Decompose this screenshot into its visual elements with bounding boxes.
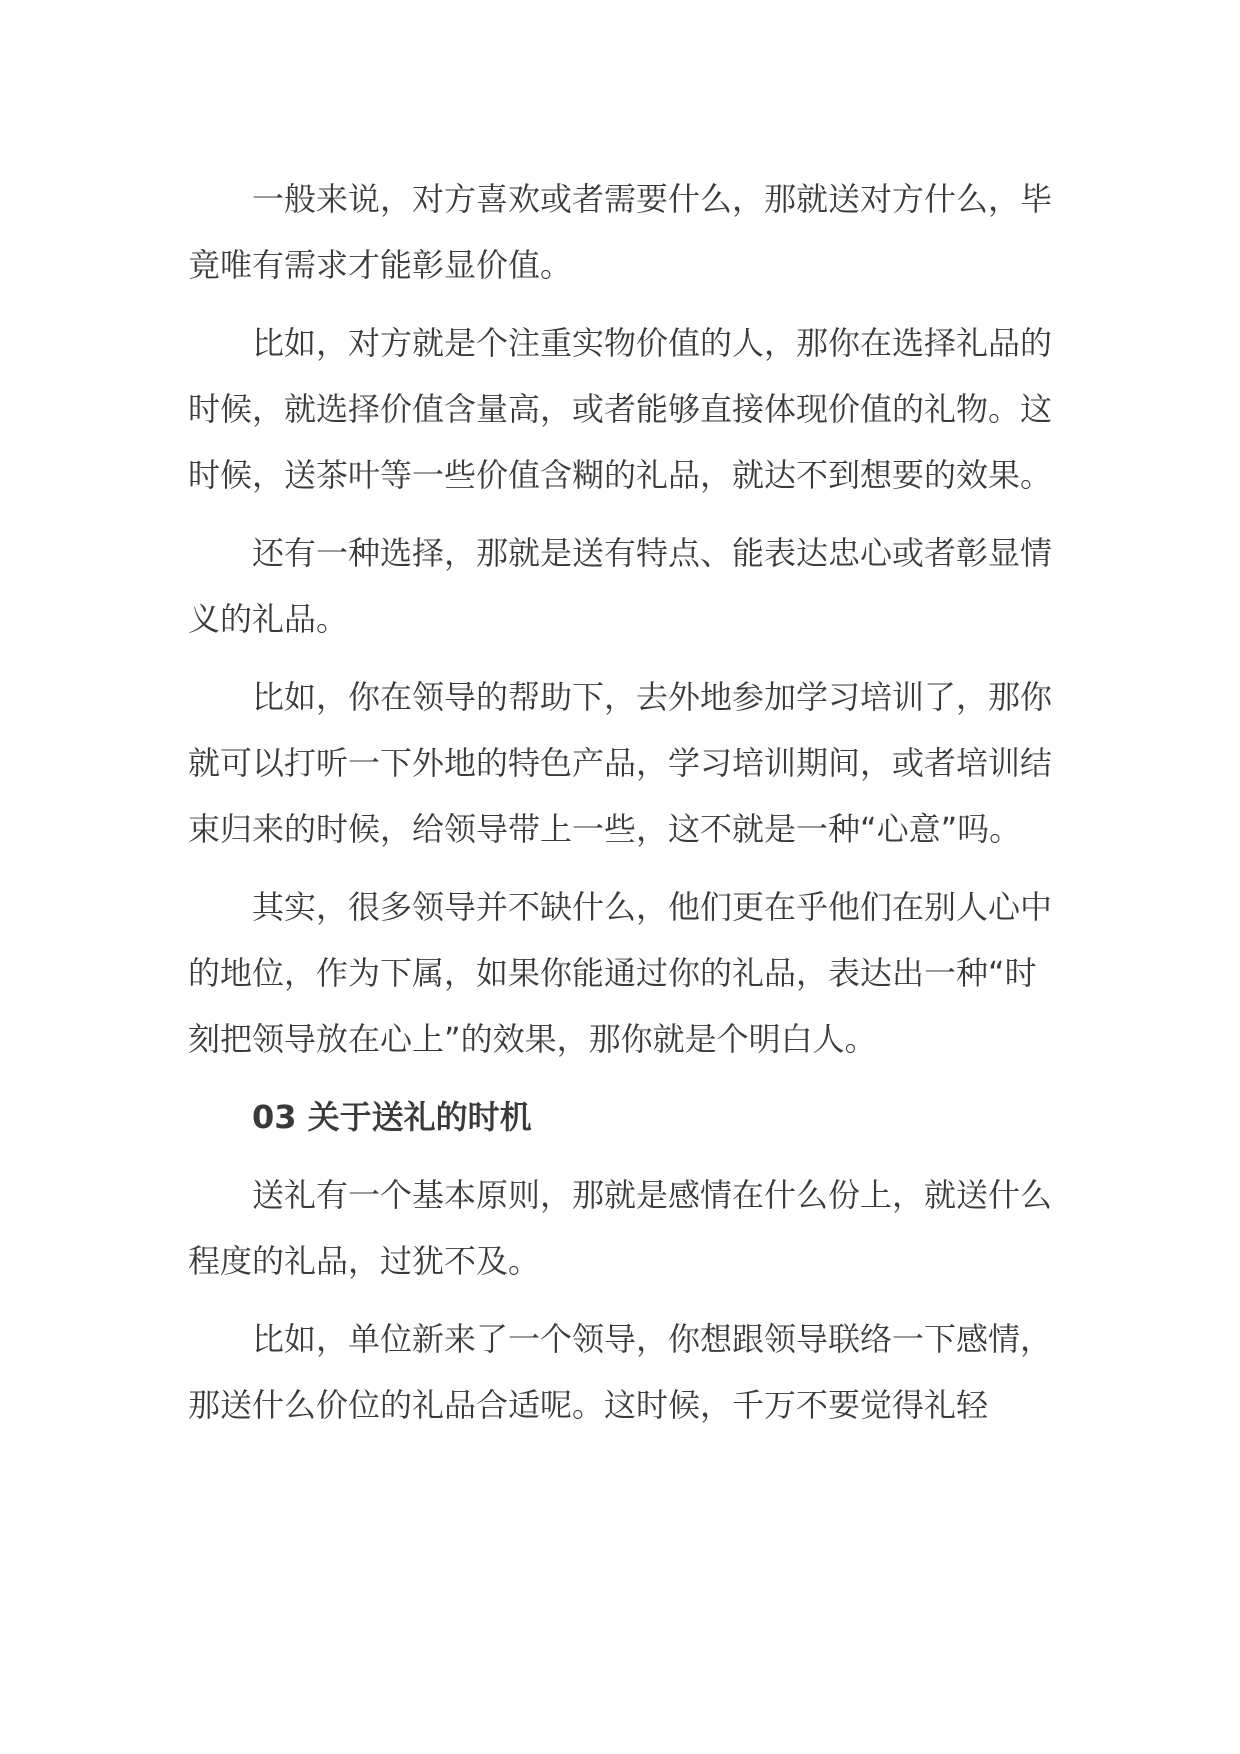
paragraph: 送礼有一个基本原则，那就是感情在什么份上，就送什么程度的礼品，过犹不及。: [188, 1176, 1053, 1280]
section-heading: 03 关于送礼的时机: [252, 1098, 532, 1136]
document-body: [188, 166, 1068, 1450]
paragraph: 比如，单位新来了一个领导，你想跟领导联络一下感情，那送什么价位的礼品合适呢。这时候，千万不要觉得礼轻: [188, 1320, 1053, 1424]
paragraph: 比如，你在领导的帮助下，去外地参加学习培训了，那你就可以打听一下外地的特色产品，学习培训期间，或者培训结束归来的时候，给领导带上一些，这不就是一种“心意”吗。: [188, 678, 1053, 848]
paragraph: 其实，很多领导并不缺什么，他们更在乎他们在别人心中的地位，作为下属，如果你能通过你的礼品，表达出一种“时刻把领导放在心上”的效果，那你就是个明白人。: [188, 888, 1053, 1058]
paragraph: 比如，对方就是个注重实物价值的人，那你在选择礼品的时候，就选择价值含量高，或者能够直接体现价值的礼物。这时候，送茶叶等一些价值含糊的礼品，就达不到想要的效果。: [188, 324, 1053, 494]
paragraph: 还有一种选择，那就是送有特点、能表达忠心或者彰显情义的礼品。: [188, 534, 1053, 638]
paragraph: 一般来说，对方喜欢或者需要什么，那就送对方什么，毕竟唯有需求才能彰显价值。: [188, 180, 1053, 284]
